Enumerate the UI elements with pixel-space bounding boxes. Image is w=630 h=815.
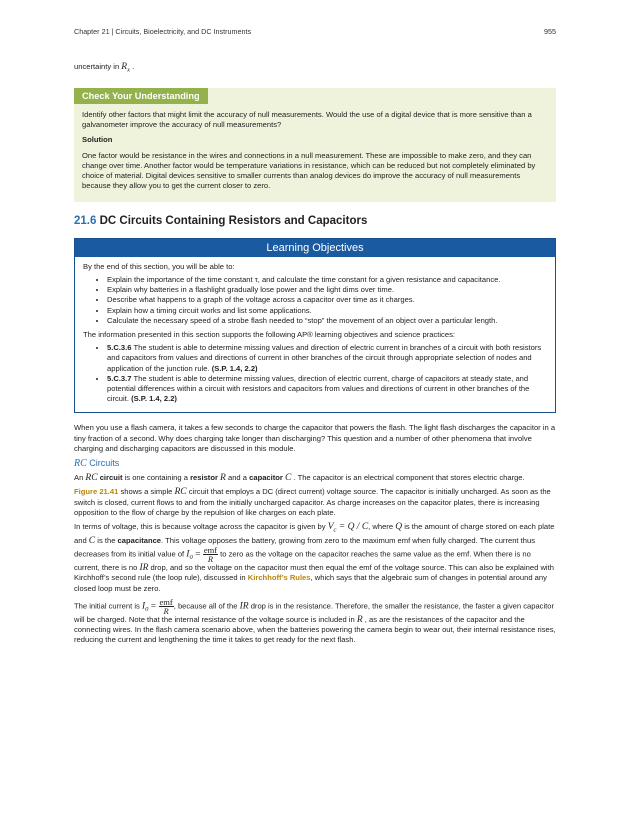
- chapter-title: Chapter 21 | Circuits, Bioelectricity, and DC Instruments: [74, 27, 252, 36]
- section-title-text: DC Circuits Containing Resistors and Capacitors: [99, 215, 368, 228]
- section-number: 21.6: [74, 215, 97, 228]
- ap-intro: The information presented in this section supports the following AP® learning objectives and science practices:: [83, 329, 455, 339]
- solution-label: Solution: [82, 135, 113, 145]
- kirchhoffs-rules-link[interactable]: Kirchhoff’s Rules: [247, 573, 311, 583]
- body-paragraph-5: The initial current is $I_0$ = $\frac{\text{emf}}{R}$ , because all of the IR drop is in the resistance. Therefore, the smaller the resistance, the faster a given capacitor will be charged. Note that the internal resistance of the voltage source is included in R , as are the resistances of the capacitor and the connecting wires. In the flash camera scenario above, when the batteries powering the camera begin to wear out, their internal resistance rises, reducing the current and lengthening the time it takes to get ready for the next flash.: [74, 596, 556, 645]
- lo-item: • Calculate the necessary speed of a strobe flash needed to “stop” the movement of an object over a particular length.: [107, 316, 547, 326]
- section-title: [74, 216, 556, 226]
- body-paragraph-2: An RC circuit is one containing a resistor R and a capacitor C . The capacitor is an electrical component that stores electric charge.: [74, 473, 525, 484]
- lo-item: • Explain why batteries in a flashlight gradually lose power and the light dims over time.: [107, 285, 547, 295]
- symbol-r: R: [121, 62, 128, 72]
- running-header: [74, 27, 556, 36]
- check-your-understanding-box: [74, 88, 556, 203]
- figure-link[interactable]: Figure 21.41: [74, 487, 119, 497]
- emf-over-r-fraction: $\frac{\text{emf}}{R}$: [203, 544, 218, 564]
- learning-objectives-box: [74, 238, 556, 414]
- ap-item: • 5.C.3.7 The student is able to determine missing values, direction of electric current, charge of capacitors at steady state, and potential differences within a circuit with resistors and capacitors from values and directions of current in other branches of the circuit. (S.P. 1.4, 2.2): [107, 374, 547, 405]
- cyu-solution: One factor would be resistance in the wires and connections in a null measurement. These are impossible to make zero, and they can change over time. Another factor would be temperature variations in resistance, which can be reduced but not completely eliminated by choice of material. Digital devices sensitive to smaller currents than analog devices do improve the accuracy of null measurements because they allow you to get the current closer to zero.: [82, 150, 536, 191]
- lo-item: • Describe what happens to a graph of the voltage across a capacitor over time as it charges.: [107, 295, 547, 305]
- ap-list: [83, 343, 547, 404]
- intro-fragment: uncertainty in $R_x$ .: [74, 62, 135, 74]
- page-number: 955: [544, 27, 556, 36]
- page-content: [74, 56, 556, 650]
- body-paragraph-3: Figure 21.41 shows a simple RC circuit that employs a DC (direct current) voltage source. The capacitor is initially uncharged. As soon as the switch is closed, current flows to and from the initially uncharged capacitor. As charge increases on the capacitor plates, there is increasing opposition to the flow of charge by the repulsion of like charges on each plate.: [74, 487, 551, 517]
- lo-item: • Explain how a timing circuit works and list some applications.: [107, 306, 547, 316]
- cyu-question: Identify other factors that might limit the accuracy of null measurements. Would the use of a digital device that is more sensitive than a galvanometer improve the accuracy of null measurements?: [82, 109, 532, 130]
- lo-intro: By the end of this section, you will be able to:: [83, 261, 235, 271]
- body-paragraph-4: In terms of voltage, this is because voltage across the capacitor is given by $V_c = Q / C$, where Q is the amount of charge stored on each plate and C is the capacitance. This voltage opposes the battery, growing from zero to the maximum emf when fully charged. The current thus decreases from its initial value of $I_0$ = $\frac{\text{emf}}{R}$ to zero as the voltage on the capacitor reaches the same value as the emf. When there is no current, there is no IR drop, and so the voltage on the capacitor must then equal the emf of the voltage source. This can also be explained with Kirchhoff’s second rule (the loop rule), discussed in Kirchhoff’s Rules, which says that the algebraic sum of changes in potential around any closed loop must be zero.: [74, 522, 555, 593]
- emf-over-r-fraction: $\frac{\text{emf}}{R}$: [159, 596, 173, 616]
- lo-list: [83, 275, 547, 326]
- check-your-understanding-title: Check Your Understanding: [74, 88, 208, 104]
- ap-item: • 5.C.3.6 The student is able to determine missing values and direction of electric current in branches of a circuit with both resistors and capacitors from values and directions of current in other branches of the circuit through appropriate selection of nodes and application of the junction rule. (S.P. 1.4, 2.2): [107, 343, 547, 374]
- learning-objectives-title: Learning Objectives: [75, 239, 555, 257]
- lo-item: • Explain the importance of the time constant τ, and calculate the time constant for a given resistance and capacitance.: [107, 275, 547, 285]
- body-paragraph-1: When you use a flash camera, it takes a few seconds to charge the capacitor that powers the flash. The light flash discharges the capacitor in a tiny fraction of a second. Why does charging take longer than discharging? This question and a number of other phenomena that involve charging and discharging capacitors are discussed in this module.: [74, 423, 556, 453]
- rc-circuits-heading: RC Circuits: [74, 458, 120, 469]
